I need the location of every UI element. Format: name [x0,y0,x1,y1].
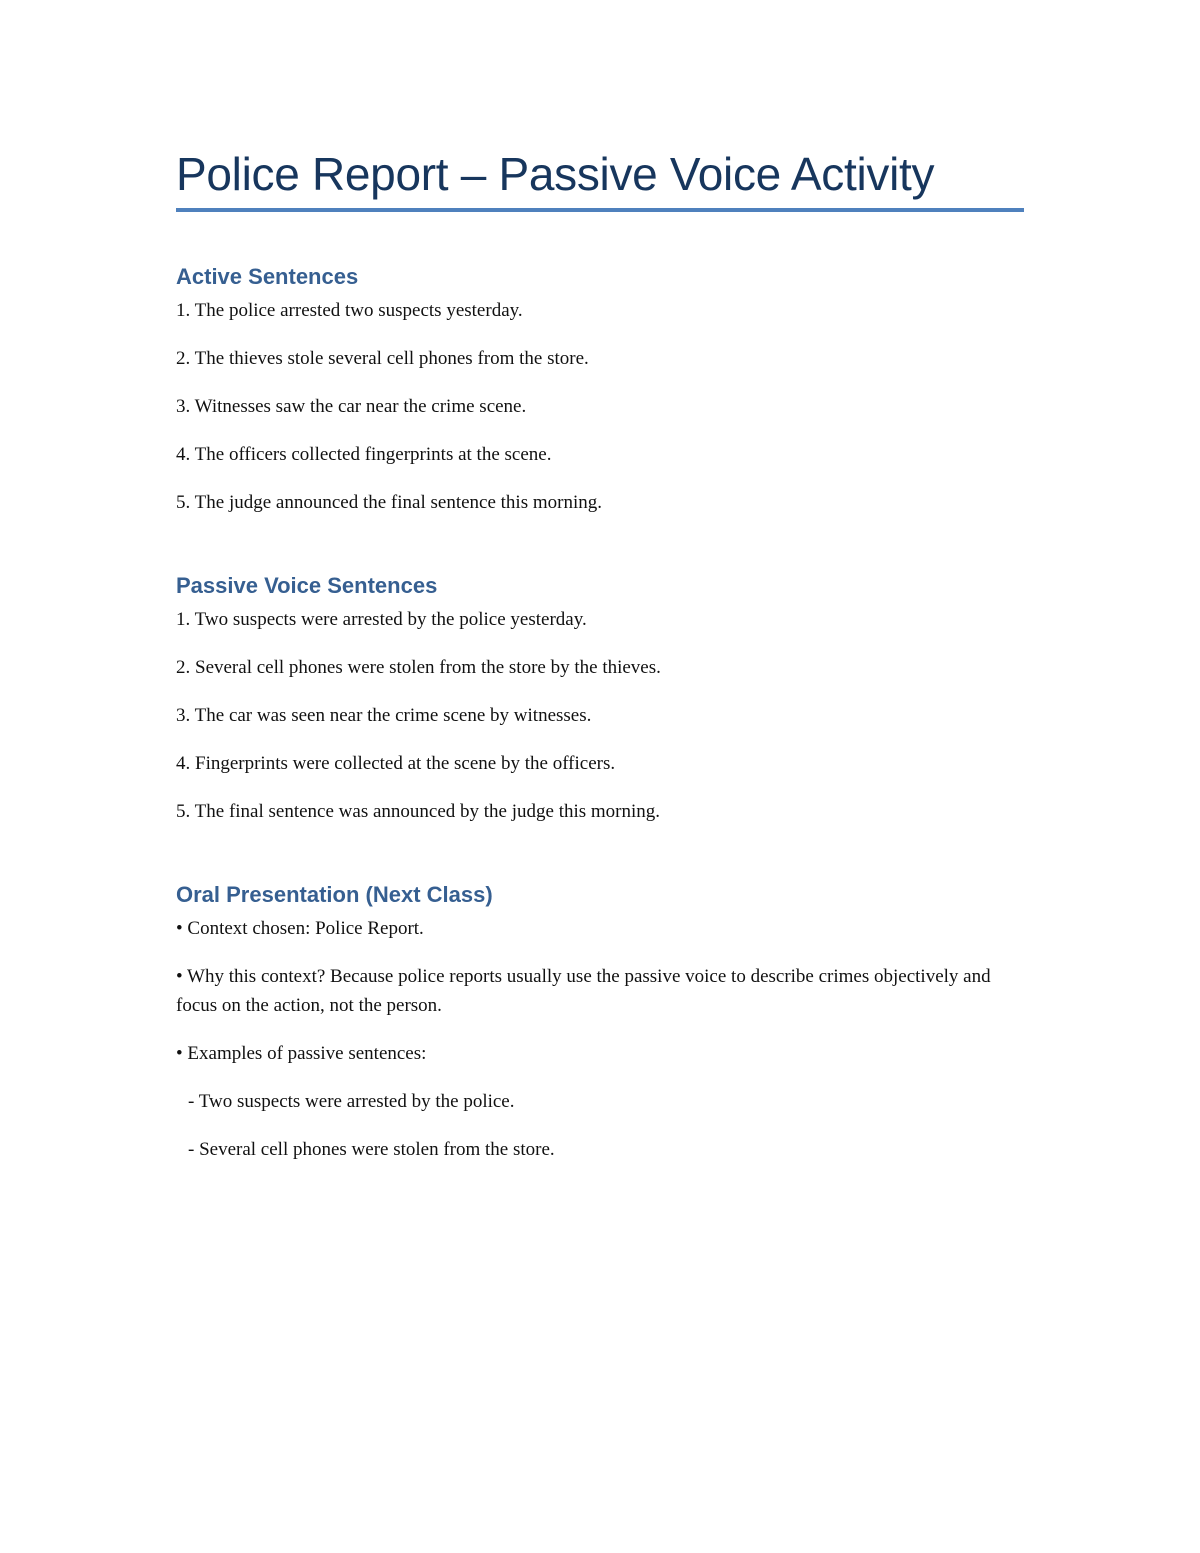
document-title: Police Report – Passive Voice Activity [176,148,935,200]
passive-sentences-section [176,571,1024,845]
oral-presentation-section [176,880,1024,1183]
example-sentence-1: - Two suspects were arrested by the police. [188,1091,515,1112]
active-sentence-1: 1. The police arrested two suspects yesterday. [176,300,523,321]
examples-label-bullet: • Examples of passive sentences: [176,1043,427,1064]
passive-sentences-heading: Passive Voice Sentences [176,573,438,598]
passive-sentence-2: 2. Several cell phones were stolen from the store by the thieves. [176,657,661,678]
passive-sentence-4: 4. Fingerprints were collected at the scene by the officers. [176,753,616,774]
passive-sentence-5: 5. The final sentence was announced by the judge this morning. [176,801,661,822]
title-underline [176,208,1024,212]
active-sentence-4: 4. The officers collected fingerprints at the scene. [176,444,552,465]
context-bullet: • Context chosen: Police Report. [176,918,424,939]
why-context-bullet: • Why this context? Because police reports usually use the passive voice to describe crimes objectively and focus on the action, not the person. [176,966,991,1016]
active-sentences-heading: Active Sentences [176,264,359,289]
passive-sentence-3: 3. The car was seen near the crime scene by witnesses. [176,705,592,726]
active-sentence-5: 5. The judge announced the final sentence this morning. [176,492,602,513]
active-sentence-2: 2. The thieves stole several cell phones from the store. [176,348,589,369]
passive-sentence-1: 1. Two suspects were arrested by the police yesterday. [176,609,587,630]
active-sentence-3: 3. Witnesses saw the car near the crime scene. [176,396,527,417]
example-sentence-2: - Several cell phones were stolen from the store. [188,1139,555,1160]
active-sentences-section [176,262,1024,536]
oral-presentation-heading: Oral Presentation (Next Class) [176,882,493,907]
